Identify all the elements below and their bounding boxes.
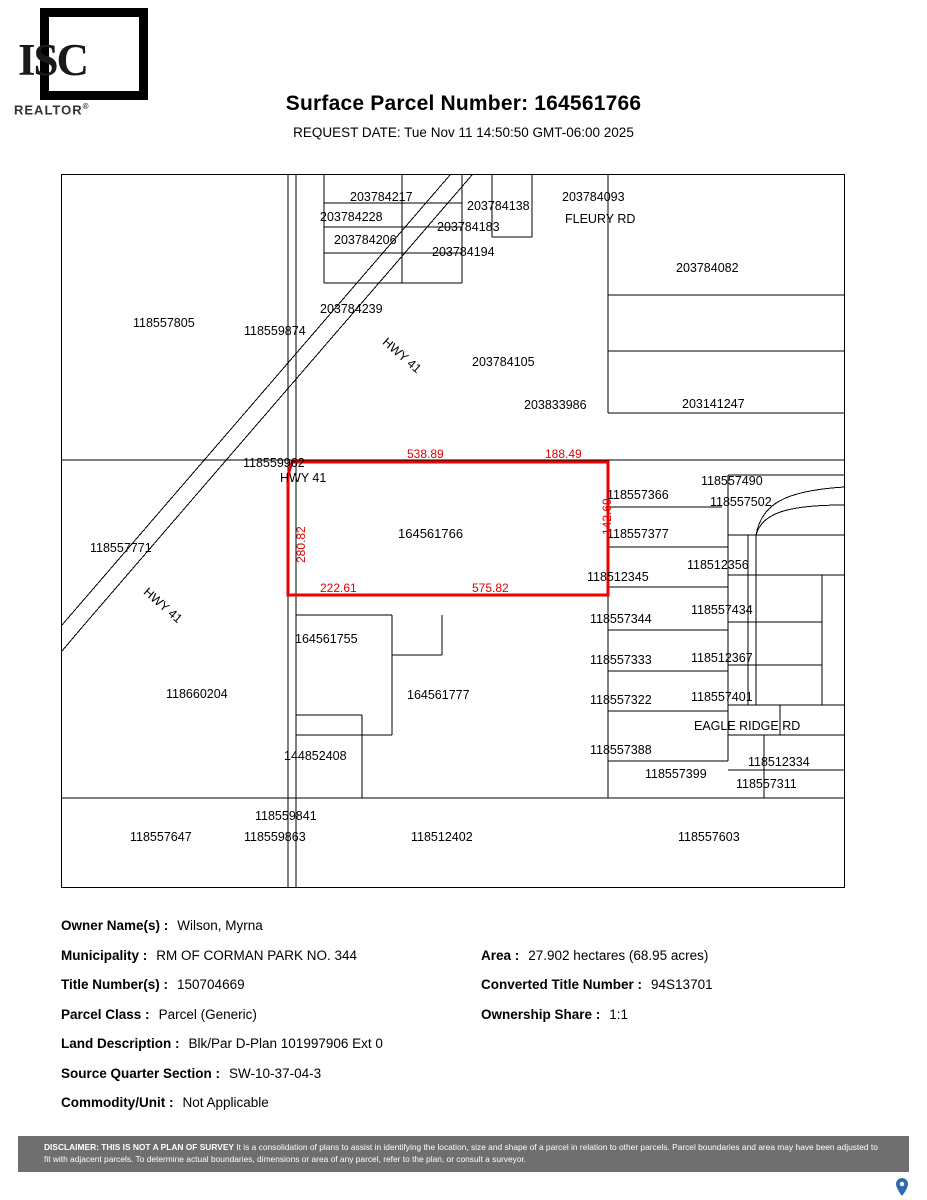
map-parcel-label: 118557805 — [133, 316, 195, 330]
detail-converted-title-label: Converted Title Number : — [481, 977, 643, 992]
map-parcel-label: 203784239 — [320, 302, 383, 316]
dimension-label-north: 538.89 — [407, 447, 444, 461]
map-parcel-label: 164561777 — [407, 688, 470, 702]
detail-converted-title-value: 94S13701 — [651, 977, 713, 992]
map-parcel-label: 203141247 — [682, 397, 745, 411]
detail-row-source-quarter-section — [61, 1066, 861, 1096]
map-road-hwy41-lower: HWY 41 — [140, 585, 185, 626]
map-parcel-label: 203833986 — [524, 398, 587, 412]
map-parcel-label: 118557388 — [590, 743, 652, 757]
map-parcel-label: 203784183 — [437, 220, 500, 234]
map-parcel-label: 118557603 — [678, 830, 740, 844]
map-parcel-label: 118559874 — [244, 324, 306, 338]
map-parcel-label: 118557399 — [645, 767, 707, 781]
disclaimer-prefix: DISCLAIMER: THIS IS NOT A PLAN OF SURVEY — [44, 1142, 234, 1152]
map-parcel-label: 118512356 — [687, 558, 749, 572]
detail-title-number-label: Title Number(s) : — [61, 977, 169, 992]
detail-area-value: 27.902 hectares (68.95 acres) — [528, 947, 709, 963]
dimension-label-southwest: 222.61 — [320, 581, 357, 595]
detail-owner — [61, 918, 263, 933]
dimension-label-south: 575.82 — [472, 581, 509, 595]
map-parcel-label: 118557647 — [130, 830, 192, 844]
map-parcel-label: 203784228 — [320, 210, 383, 224]
detail-title-number-value: 150704669 — [177, 977, 245, 992]
map-parcel-label: 203784217 — [350, 190, 413, 204]
map-parcel-label: 203784194 — [432, 245, 495, 259]
map-road-hwy41-mid: HWY 41 — [280, 471, 327, 485]
map-parcel-label: 118557401 — [691, 690, 753, 704]
page-header — [0, 92, 927, 140]
map-parcel-label: 118557344 — [590, 612, 652, 626]
detail-commodity-unit-value: Not Applicable — [182, 1095, 269, 1110]
detail-row-owner — [61, 918, 861, 948]
page-title: Surface Parcel Number: 164561766 — [285, 92, 642, 115]
detail-ownership-share-label: Ownership Share : — [481, 1006, 601, 1022]
detail-source-quarter-section-value: SW-10-37-04-3 — [229, 1065, 322, 1081]
dimension-label-east: 142.69 — [600, 498, 614, 535]
detail-land-description — [61, 1036, 383, 1051]
logo-realtor-label: REALTOR — [14, 102, 83, 118]
detail-title-number — [61, 977, 245, 992]
map-road-hwy41-upper: HWY 41 — [379, 335, 424, 376]
map-parcel-label: 118557377 — [607, 527, 669, 541]
logo-brand-text: ISC — [18, 35, 88, 85]
detail-source-quarter-section-label: Source Quarter Section : — [61, 1065, 221, 1081]
detail-parcel-class-value: Parcel (Generic) — [158, 1006, 257, 1022]
map-parcel-label: 118512402 — [411, 830, 473, 844]
detail-parcel-class — [61, 1007, 257, 1022]
detail-municipality-label: Municipality : — [61, 947, 148, 963]
detail-commodity-unit — [61, 1095, 269, 1110]
map-parcel-label: 118557311 — [736, 777, 797, 791]
detail-source-quarter-section — [61, 1066, 321, 1081]
map-parcel-label: 118512334 — [748, 755, 810, 769]
map-parcel-label: 203784082 — [676, 261, 739, 275]
logo-registered-mark: ® — [82, 102, 90, 111]
detail-ownership-share-value: 1:1 — [609, 1006, 629, 1022]
map-parcel-label: 118557771 — [90, 541, 152, 555]
detail-land-description-label: Land Description : — [61, 1036, 180, 1051]
dimension-label-northeast: 188.49 — [545, 447, 582, 461]
detail-row-title-number — [61, 977, 861, 1007]
detail-row-commodity-unit — [61, 1095, 861, 1125]
parcel-details — [61, 918, 861, 1125]
detail-parcel-class-label: Parcel Class : — [61, 1006, 150, 1022]
disclaimer-banner — [18, 1136, 909, 1172]
subject-parcel-number: 164561766 — [398, 526, 464, 541]
map-parcel-label: 118660204 — [166, 687, 228, 701]
detail-area — [481, 948, 708, 963]
map-parcel-label: 144852408 — [284, 749, 347, 763]
disclaimer-text: It is a consolidation of plans to assist in identifying the location, size and shape of a parcel in relation to other parcels. Parcel boundaries and area may have been adjusted to fit with adjacent parcels. To determine actual boundaries, dimensions or area of any parcel, refer to the plan, or consult a surveyor. — [44, 1142, 878, 1164]
map-parcel-label: 118512367 — [691, 651, 753, 665]
detail-land-description-value: Blk/Par D-Plan 101997906 Ext 0 — [188, 1036, 383, 1051]
map-parcel-label: 118559863 — [244, 830, 306, 844]
detail-row-municipality — [61, 948, 861, 978]
detail-municipality — [61, 948, 357, 963]
detail-ownership-share — [481, 1007, 628, 1022]
parcel-map — [61, 174, 845, 888]
map-parcel-label: 118557434 — [691, 603, 753, 617]
map-parcel-label: 203784206 — [334, 233, 397, 247]
map-parcel-label: 118512345 — [587, 570, 649, 584]
map-road-eagle-ridge-rd: EAGLE RIDGE RD — [694, 719, 801, 733]
map-parcel-label: 118557502 — [710, 495, 772, 509]
map-parcel-label: 118557322 — [590, 693, 652, 707]
detail-row-land-description — [61, 1036, 861, 1066]
map-parcel-label: 203784093 — [562, 190, 625, 204]
dimension-label-west: 280.82 — [294, 526, 308, 563]
map-parcel-label: 164561755 — [295, 632, 358, 646]
map-parcel-label: 203784105 — [472, 355, 535, 369]
map-parcel-label: 203784138 — [467, 199, 530, 213]
map-parcel-label: 118557366 — [607, 488, 669, 502]
detail-owner-value: Wilson, Myrna — [177, 918, 263, 933]
location-pin-icon — [895, 1178, 909, 1196]
map-parcel-label: 118559962 — [243, 456, 305, 470]
map-parcel-label: 118557490 — [701, 474, 763, 488]
request-date: REQUEST DATE: Tue Nov 11 14:50:50 GMT-06:00 2025 — [293, 125, 634, 140]
detail-row-parcel-class — [61, 1007, 861, 1037]
map-parcel-label: 118557333 — [590, 653, 652, 667]
detail-municipality-value: RM OF CORMAN PARK NO. 344 — [156, 947, 358, 963]
detail-commodity-unit-label: Commodity/Unit : — [61, 1095, 174, 1110]
detail-owner-label: Owner Name(s) : — [61, 918, 169, 933]
detail-converted-title — [481, 977, 713, 992]
map-road-fleury-rd: FLEURY RD — [565, 212, 636, 226]
detail-area-label: Area : — [481, 947, 520, 963]
map-parcel-label: 118559841 — [255, 809, 317, 823]
